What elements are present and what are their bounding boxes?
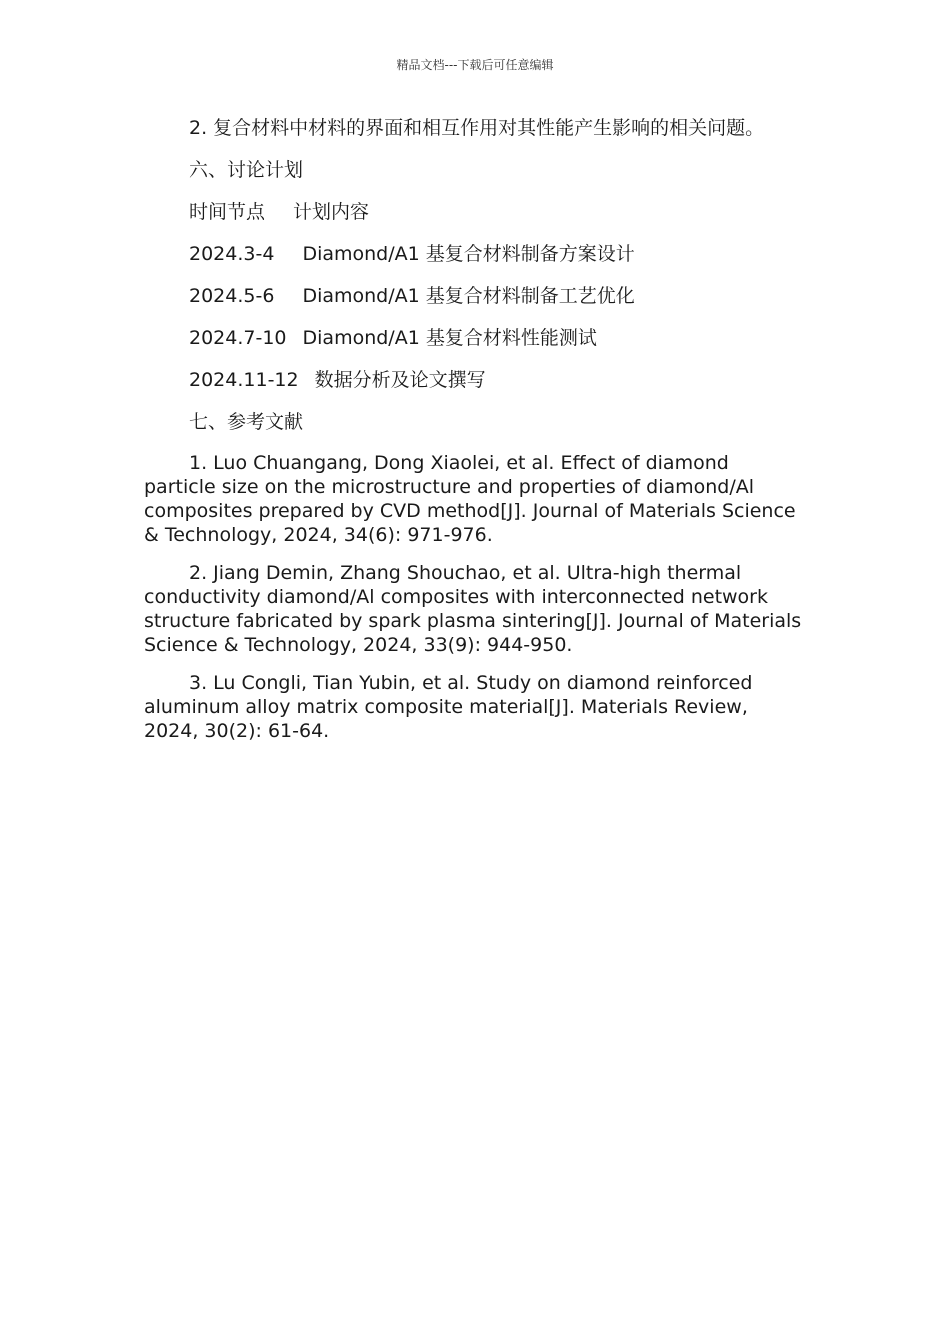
plan-content: Diamond/A1 基复合材料制备方案设计 [302,243,635,265]
plan-time: 2024.11-12 [189,369,299,391]
plan-table-row [144,368,804,392]
plan-table-row [144,284,804,308]
page-header: 精品文档---下载后可任意编辑 [396,58,554,72]
section-heading-plan: 六、讨论计划 [189,159,304,181]
reference-item: 3. Lu Congli, Tian Yubin, et al. Study on diamond reinforced aluminum alloy matrix composite material[J]. Materials Review, 2024, 30(2): 61-64. [144,672,753,742]
plan-time: 2024.3-4 [189,243,275,265]
plan-table-row [144,326,804,350]
reference-item: 1. Luo Chuangang, Dong Xiaolei, et al. Effect of diamond particle size on the microstructure and properties of diamond/Al composites prepared by CVD method[J]. Journal of Materials Science & Technology, 2024, 34(6): 971-976. [144,452,796,546]
plan-time: 2024.7-10 [189,327,287,349]
plan-table-header [144,200,804,224]
plan-content: 数据分析及论文撰写 [314,369,486,391]
document-body [144,116,804,757]
plan-header-content: 计划内容 [293,201,370,223]
research-problem-2: 2. 复合材料中材料的界面和相互作用对其性能产生影响的相关问题。 [189,117,765,139]
plan-table-row [144,242,804,266]
reference-item: 2. Jiang Demin, Zhang Shouchao, et al. Ultra-high thermal conductivity diamond/Al composites with interconnected network structure fabricated by spark plasma sintering[J]. Journal of Materials Science & Technology, 2024, 33(9): 944-950. [144,562,802,656]
plan-content: Diamond/A1 基复合材料性能测试 [302,327,597,349]
plan-time: 2024.5-6 [189,285,275,307]
plan-content: Diamond/A1 基复合材料制备工艺优化 [302,285,635,307]
section-heading-references: 七、参考文献 [189,411,304,433]
plan-header-time: 时间节点 [189,201,266,223]
